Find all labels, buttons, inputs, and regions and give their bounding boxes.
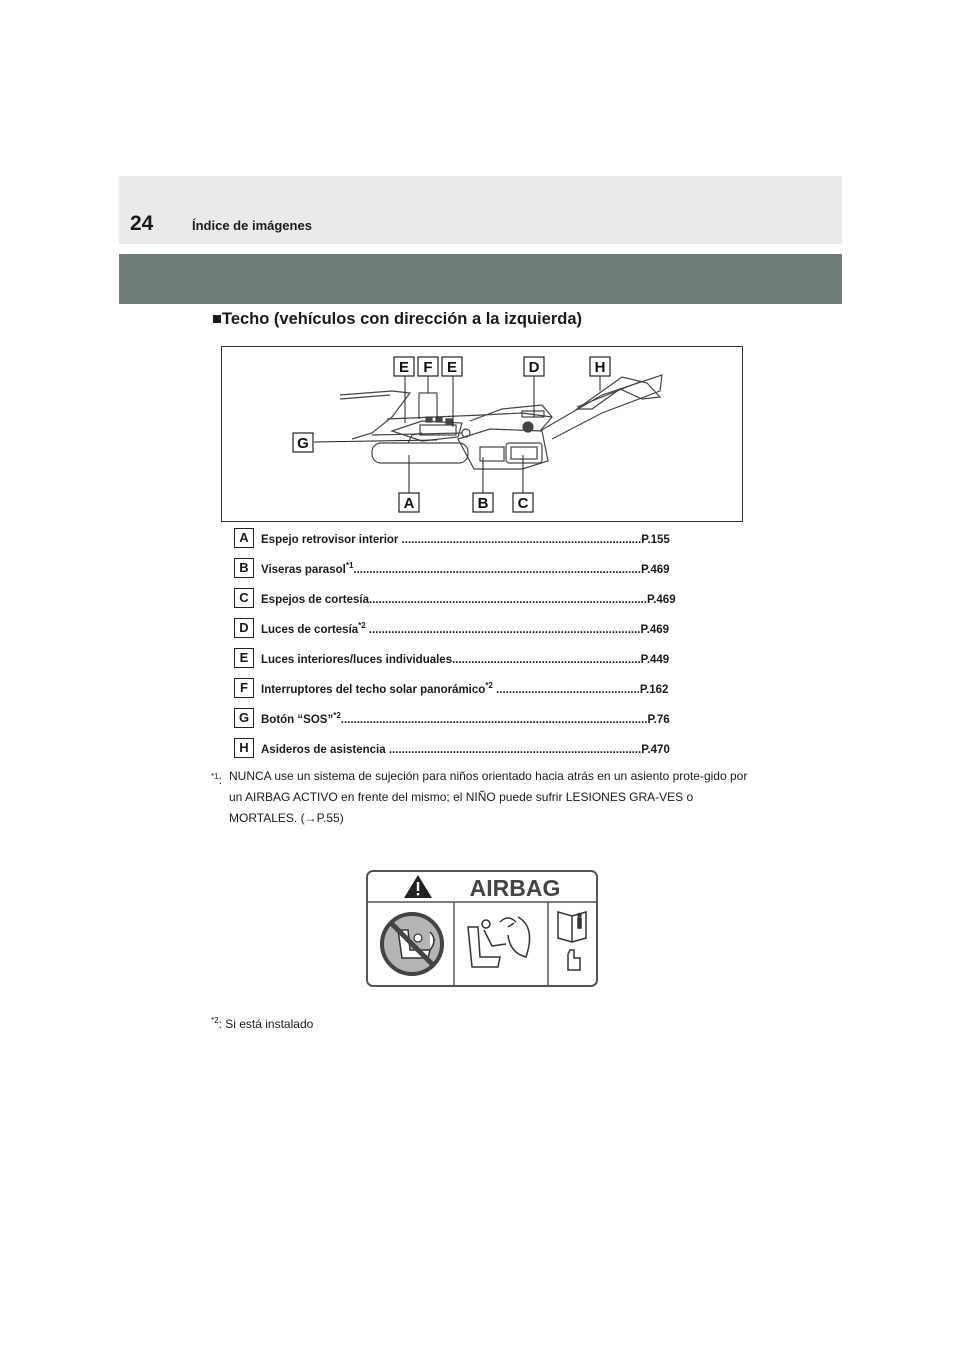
section-title: ■Techo (vehículos con dirección a la izquierda) <box>212 310 582 328</box>
callout-a <box>399 493 419 512</box>
item-page-ref[interactable]: P.162 <box>639 683 669 696</box>
item-letter: G <box>234 708 254 728</box>
callout-e-left <box>394 357 414 376</box>
item-sup: *2 <box>485 681 493 690</box>
airbag-label-graphic <box>368 872 596 985</box>
manual-book-icon <box>558 912 586 970</box>
footnote-1 <box>211 766 751 829</box>
item-dots: ....................................................................................... <box>369 593 648 606</box>
item-letter: D <box>234 618 254 638</box>
item-label <box>261 561 723 576</box>
callout-b <box>473 493 493 512</box>
item-page-ref[interactable]: P.469 <box>647 593 676 606</box>
callout-e-right <box>442 357 462 376</box>
item-name: Asideros de asistencia <box>261 743 389 756</box>
page-number: 24 <box>130 212 154 235</box>
item-dots: ........................................................... <box>452 653 641 666</box>
item-label <box>261 591 723 606</box>
item-dots: ........................................................................... <box>401 533 642 546</box>
item-letter: B <box>234 558 254 578</box>
callout-b-label: B <box>477 495 489 512</box>
airbag-deploy-icon <box>468 917 530 967</box>
list-item <box>234 528 724 558</box>
callout-d-label: D <box>528 359 540 376</box>
item-name: Espejo retrovisor interior <box>261 533 402 546</box>
airbag-title: AIRBAG <box>469 875 561 901</box>
item-page-ref[interactable]: P.155 <box>641 533 670 546</box>
list-item <box>234 588 724 618</box>
header-band <box>119 254 842 304</box>
footnote-2-sep: : <box>218 1017 222 1031</box>
item-sup: *2 <box>358 621 366 630</box>
item-page-ref[interactable]: P.470 <box>641 743 670 756</box>
footnote-2-text: Si está instalado <box>221 1017 314 1031</box>
list-item <box>234 678 724 708</box>
no-child-seat-icon <box>382 914 442 974</box>
footnote-1-sep: : <box>218 773 222 787</box>
callout-f-label: F <box>423 359 433 376</box>
item-page-ref[interactable]: P.449 <box>640 653 670 666</box>
callout-c-label: C <box>517 495 529 512</box>
callout-a-label: A <box>403 495 415 512</box>
callout-h-label: H <box>594 359 606 376</box>
callout-e-left-label: E <box>398 359 410 376</box>
item-dots: ............................................. <box>492 683 640 696</box>
footnote-2-marker: *2 <box>211 1016 219 1025</box>
item-label <box>261 621 723 636</box>
item-page-ref[interactable]: P.469 <box>640 563 670 576</box>
item-label <box>261 741 723 756</box>
item-name: Luces de cortesía <box>261 623 359 636</box>
item-letter: F <box>234 678 254 698</box>
airbag-warning-label <box>366 870 598 987</box>
callout-e-right-label: E <box>446 359 458 376</box>
item-label <box>261 711 723 726</box>
item-name: Botón “SOS” <box>261 713 334 726</box>
callout-d <box>524 357 544 376</box>
item-dots: ..................................................................................... <box>365 623 641 636</box>
item-dots: .......................................................................................... <box>353 563 641 576</box>
list-item <box>234 558 724 588</box>
footnote-1-text: NUNCA use un sistema de sujeción para niños orientado hacia atrás en un asiento prote-gido por un AIRBAG ACTIVO en frente del mismo; el NIÑO puede sufrir LESIONES GRA-VES o MORTALES. (→P.55) <box>229 769 748 825</box>
roof-illustration <box>222 347 742 521</box>
item-label <box>261 651 723 666</box>
callout-h <box>590 357 610 376</box>
item-letter: H <box>234 738 254 758</box>
item-sup: *2 <box>333 711 341 720</box>
callout-g-label: G <box>297 435 309 452</box>
section-name: Índice de imágenes <box>192 218 312 233</box>
item-letter: A <box>234 528 254 548</box>
item-dots: ............................................................................... <box>388 743 642 756</box>
item-page-ref[interactable]: P.469 <box>640 623 670 636</box>
item-letter: C <box>234 588 254 608</box>
item-name: Interruptores del techo solar panorámico <box>261 683 486 696</box>
callout-c <box>513 493 533 512</box>
list-item <box>234 738 724 768</box>
item-sup: *1 <box>345 561 354 570</box>
list-item <box>234 648 724 678</box>
item-label <box>261 681 723 696</box>
item-name: Luces interiores/luces individuales <box>261 653 453 666</box>
callout-f <box>418 357 438 376</box>
list-item <box>234 708 724 738</box>
footnote-1-marker: *1 <box>211 772 219 781</box>
item-name: Viseras parasol <box>261 563 346 576</box>
footnote-1-mark <box>211 766 229 791</box>
item-page-ref[interactable]: P.76 <box>647 713 670 726</box>
item-dots: ................................................................................................ <box>340 713 648 726</box>
callout-g <box>293 433 313 452</box>
list-item <box>234 618 724 648</box>
roof-figure <box>221 346 743 522</box>
page-header <box>119 176 842 244</box>
item-name: Espejos de cortesía <box>261 593 370 606</box>
item-letter: E <box>234 648 254 668</box>
item-label <box>261 531 723 546</box>
item-list <box>234 528 724 768</box>
footnote-2 <box>211 1016 313 1031</box>
